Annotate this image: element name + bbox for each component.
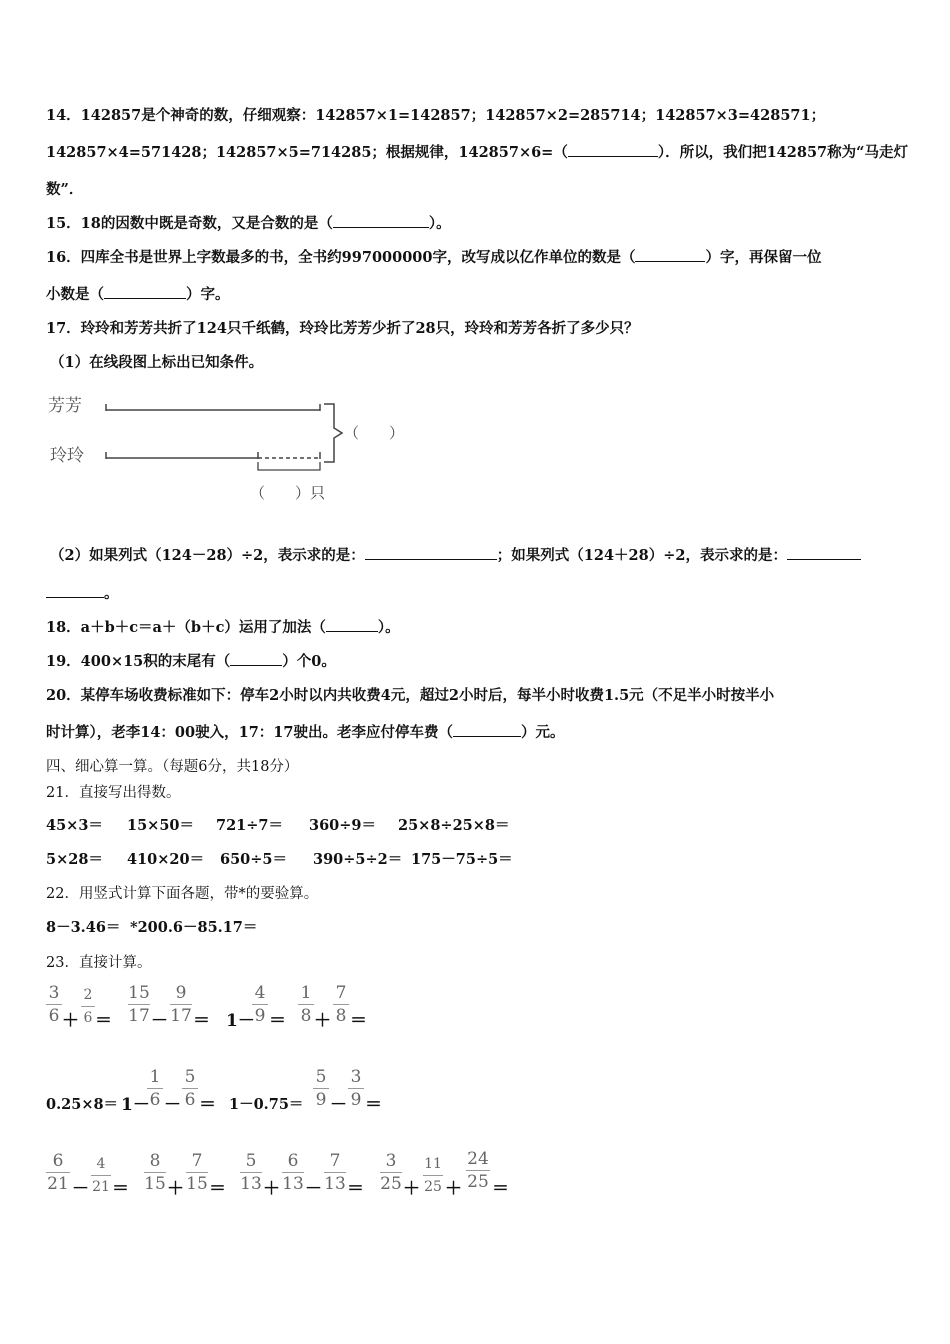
q17-part2-text-a: （2）如果列式（124－28）÷2，表示求的是： [50,547,365,564]
q21-item: 5×28＝ [46,851,103,868]
equals: ＝ [347,1179,364,1199]
equals: ＝ [209,1179,226,1199]
q21-item: 410×20＝ [127,851,205,868]
fraction: 1 8 [298,983,314,1026]
operator: ＋ [167,1179,184,1199]
diagram-difference-blank: （ ）只 [250,484,326,502]
q14-text-a: 142857×4=571428；142857×5=714285；根据规律，142857×6=（ [46,144,568,161]
q19-text-a: 19．400×15积的末尾有（ [46,653,231,670]
q21-item: 721÷7＝ [216,817,284,834]
fraction: 6 13 [282,1151,304,1194]
q21-item: 650÷5＝ [220,851,288,868]
q16-text-d: ）字。 [186,286,230,303]
equals: ＝ [492,1179,509,1199]
q23-title: 23．直接计算。 [46,955,152,971]
q14-answer-blank[interactable] [568,144,658,157]
fraction: 2 6 [81,985,95,1028]
segment-lingling [106,452,320,459]
equals: ＝ [193,1011,210,1031]
q17-part2-text-b: ；如果列式（124＋28）÷2，表示求的是： [496,547,787,564]
operator: － [330,1095,347,1115]
q16-text-c: 小数是（ [46,286,104,303]
section-4-heading: 四、细心算一算。（每题6分，共18分） [46,759,299,775]
q16-text-b: ）字，再保留一位 [705,249,822,266]
q18-answer-blank[interactable] [326,619,378,632]
equals: ＝ [199,1095,216,1115]
q21-item: 390÷5÷2＝ [313,851,403,868]
q19-answer-blank[interactable] [230,653,282,666]
q17-answer-blank-2-cont[interactable] [46,585,104,598]
operator: － [151,1011,168,1031]
prefix: 1－ [121,1095,150,1115]
q16-text-a: 16．四库全书是世界上字数最多的书，全书约997000000字，改写成以亿作单位的数是（ [46,249,636,266]
equals: ＝ [350,1011,367,1031]
fraction: 24 25 [467,1149,489,1192]
segment-fangfang [106,404,320,411]
q20-text-c: ）元。 [520,724,565,741]
q15-text-a: 15．18的因数中既是奇数，又是合数的是（ [46,215,333,232]
q20-line1: 20．某停车场收费标准如下：停车2小时以内共收费4元，超过2小时后，每半小时收费1.5元（不足半小时按半小 [46,687,775,704]
q15-answer-blank[interactable] [333,215,429,228]
diagram-total-blank: （ ） [344,424,405,442]
q17-part2-text-c: 。 [104,585,119,602]
q14-line1: 14．142857是个神奇的数，仔细观察：142857×1=142857；142857×2=285714；142857×3=428571； [46,107,826,124]
q22-item: *200.6－85.17＝ [130,919,258,936]
q20-line2 [46,721,564,742]
q17-part1: （1）在线段图上标出已知条件。 [50,354,264,371]
q22-title: 22．用竖式计算下面各题，带*的要验算。 [46,886,319,902]
fraction: 7 13 [324,1151,346,1194]
fraction: 8 15 [144,1151,166,1194]
q20-answer-blank[interactable] [453,724,521,737]
q20-text-b: 时计算），老李14：00驶入，17：17驶出。老李应付停车费（ [46,724,453,741]
q19-text-b: ）个0。 [282,653,336,670]
operator: ＋ [445,1179,462,1199]
fraction: 5 6 [182,1067,198,1110]
q17-question: 17．玲玲和芳芳共折了124只千纸鹤，玲玲比芳芳少折了28只，玲玲和芳芳各折了多少只？ [46,320,639,337]
q17-answer-blank-1[interactable] [365,547,497,560]
difference-brace [258,462,320,470]
q15-line [46,212,451,233]
q14-line3: 数”． [46,181,84,198]
fraction: 11 25 [424,1156,442,1195]
prefix: 1－ [226,1011,255,1031]
fraction: 3 9 [348,1067,364,1110]
q21-title: 21．直接写出得数。 [46,785,181,801]
q21-item: 25×8÷25×8＝ [398,817,510,834]
equals: ＝ [112,1179,129,1199]
q21-item: 45×3＝ [46,817,103,834]
q21-item: 360÷9＝ [309,817,377,834]
q18-line [46,616,400,637]
q23-item: 1－0.75＝ [229,1096,304,1113]
equals: ＝ [95,1011,112,1031]
fraction: 15 17 [128,983,150,1026]
segment-diagram [44,392,444,510]
q17-answer-blank-2[interactable] [787,547,861,560]
diagram-label-lingling: 玲玲 [50,446,84,466]
q15-text-b: ）。 [428,215,451,232]
total-brace [324,404,342,462]
q17-part2-line1 [50,544,861,565]
q16-line1 [46,246,821,267]
fraction: 4 9 [252,983,268,1026]
fraction: 3 25 [380,1151,402,1194]
fraction: 3 6 [46,983,62,1026]
operator: ＋ [62,1011,79,1031]
equals: ＝ [269,1011,286,1031]
operator: ＋ [403,1179,420,1199]
q14-line2 [46,141,908,162]
q16-answer-blank-1[interactable] [635,249,705,262]
q14-text-b: ）．所以，我们把142857称为“马走灯 [657,144,908,161]
q21-item: 175－75÷5＝ [411,851,513,868]
q23-item: 0.25×8＝ [46,1096,119,1113]
equals: ＝ [365,1095,382,1115]
q19-line [46,650,336,671]
operator: － [305,1179,322,1199]
fraction: 1 6 [147,1067,163,1110]
q18-text-a: 18．a＋b＋c＝a＋（b＋c）运用了加法（ [46,619,326,636]
fraction: 4 21 [92,1156,110,1195]
operator: － [164,1095,181,1115]
q18-text-b: ）。 [377,619,400,636]
q16-line2 [46,283,230,304]
fraction: 7 8 [333,983,349,1026]
operator: ＋ [263,1179,280,1199]
operator: － [72,1179,89,1199]
fraction: 5 13 [240,1151,262,1194]
fraction: 9 17 [170,983,192,1026]
q17-part2-line2 [46,582,119,603]
operator: ＋ [314,1011,331,1031]
diagram-label-fangfang: 芳芳 [48,396,82,416]
q16-answer-blank-2[interactable] [104,286,186,299]
fraction: 6 21 [47,1151,69,1194]
q22-item: 8－3.46＝ [46,919,121,936]
fraction: 7 15 [186,1151,208,1194]
q21-item: 15×50＝ [127,817,195,834]
fraction: 5 9 [313,1067,329,1110]
